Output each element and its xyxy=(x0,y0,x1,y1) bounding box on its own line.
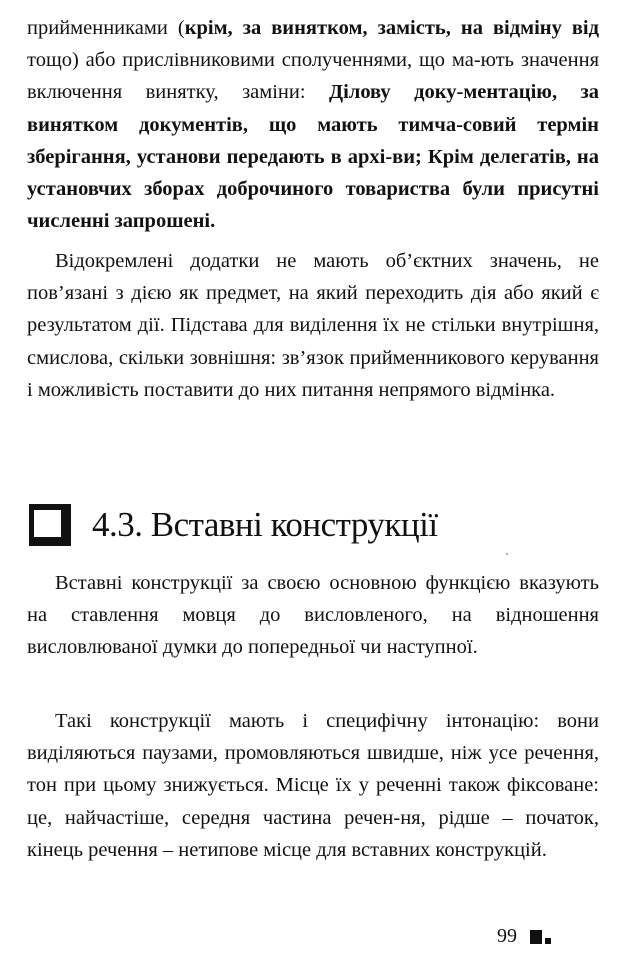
section-title: 4.3. Вставні конструкції xyxy=(92,505,438,544)
scan-speck xyxy=(506,553,508,555)
paragraph-parenthetical-function: Вставні конструкції за своєю основною функцією вказують на ставлення мовця до висловленого, на відношення висловлюваної думки до попередньої чи наступної. xyxy=(27,572,599,659)
paragraph-1-bold-examples: Ділову доку-ментацію, за винятком документів, що мають тимча-совий термін зберігання, установи передають в архі-ви; Крім делегатів, на установчих зборах доброчиного товариства були присутні численні запрошені. xyxy=(27,81,600,233)
paragraph-detached-appositions: Відокремлені додатки не мають об’єктних значень, не пов’язані з дією як предмет, на який переходить дія або який є результатом дії. Підстава для виділення їх не стільки внутрішня, смислова, скільки зовнішня: зв’язок прийменникового керування і можливість поставити до них питання непрямого відмінка. xyxy=(27,250,599,401)
section-heading xyxy=(29,499,599,551)
paragraph-parenthetical-intonation: Такі конструкції мають і специфічну інтонацію: вони виділяються паузами, промовляються швидше, ніж усе речення, тон при цьому знижується. Місце їх у реченні також фіксоване: це, найчастіше, середня частина речен-ня, рідше – початок, кінець речення – нетипове місце для вставних конструкцій. xyxy=(27,710,599,861)
page-footer xyxy=(497,924,551,948)
footer-square-small-icon xyxy=(545,938,551,944)
paragraph-continuation xyxy=(27,12,599,237)
square-bullet-icon xyxy=(29,504,71,546)
paragraph-1-text-a: прийменниками ( xyxy=(27,17,185,39)
footer-square-marks-icon xyxy=(530,928,551,944)
paragraph-1-bold-prepositions: крім, за винятком, замість, на відміну від xyxy=(184,17,599,39)
page-number: 99 xyxy=(497,925,517,947)
footer-square-large-icon xyxy=(530,930,542,944)
paragraph-1-text-b: тощо) або прислівниковими сполученнями, що ма-ють значення включення винятку, заміни: xyxy=(27,49,599,104)
